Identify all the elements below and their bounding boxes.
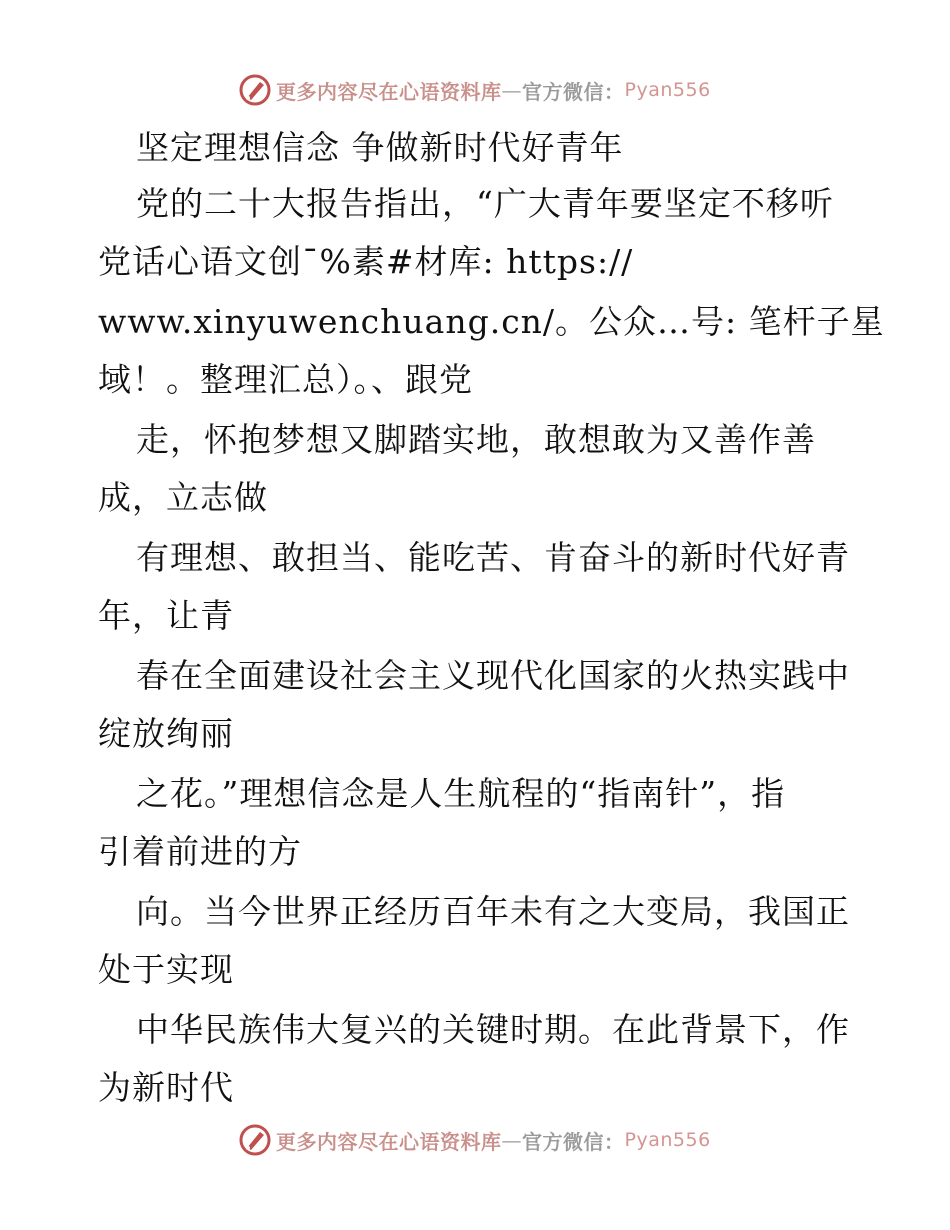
banner-wechat-id: Pyan556	[624, 1129, 711, 1151]
text-line: 之花。”理想信念是人生航程的“指南针”，指	[136, 774, 786, 813]
text-line: 党的二十大报告指出，“广大青年要坚定不移听	[136, 184, 834, 223]
text-line: 域！。整理汇总）。、跟党	[98, 360, 473, 399]
banner-official-label: 官方微信：	[522, 79, 625, 104]
text-line: 成，立志做	[98, 478, 268, 517]
text-line: 引着前进的方	[98, 832, 302, 871]
text-line: 为新时代	[98, 1068, 234, 1107]
banner-text: 更多内容尽在心语资料库	[276, 79, 502, 104]
banner-official-label: 官方微信：	[522, 1129, 625, 1154]
pen-logo-icon	[238, 1123, 272, 1157]
footer-banner	[238, 1122, 798, 1158]
banner-separator: —	[501, 78, 522, 102]
text-line: 有理想、敢担当、能吃苦、肯奋斗的新时代好青	[136, 538, 850, 577]
pen-logo-icon	[238, 73, 272, 107]
text-line: 处于实现	[98, 950, 234, 989]
banner-separator: —	[501, 1128, 522, 1152]
text-line: 中华民族伟大复兴的关键时期。在此背景下，作	[136, 1010, 850, 1049]
text-line: 春在全面建设社会主义现代化国家的火热实践中	[136, 656, 850, 695]
text-line: www.xinyuwenchuang.cn/。公众…号: 笔杆子星	[98, 302, 885, 341]
document-title: 坚定理想信念 争做新时代好青年	[136, 128, 624, 167]
text-line: 年，让青	[98, 596, 234, 635]
text-line: 走，怀抱梦想又脚踏实地，敢想敢为又善作善	[136, 420, 816, 459]
text-line: 向。当今世界正经历百年未有之大变局，我国正	[136, 892, 850, 931]
banner-wechat-id: Pyan556	[624, 79, 711, 101]
text-line: 党话心语文创¯%素#材库: https://	[98, 242, 634, 281]
banner-text: 更多内容尽在心语资料库	[276, 1129, 502, 1154]
text-line: 绽放绚丽	[98, 714, 234, 753]
header-banner	[238, 72, 798, 108]
